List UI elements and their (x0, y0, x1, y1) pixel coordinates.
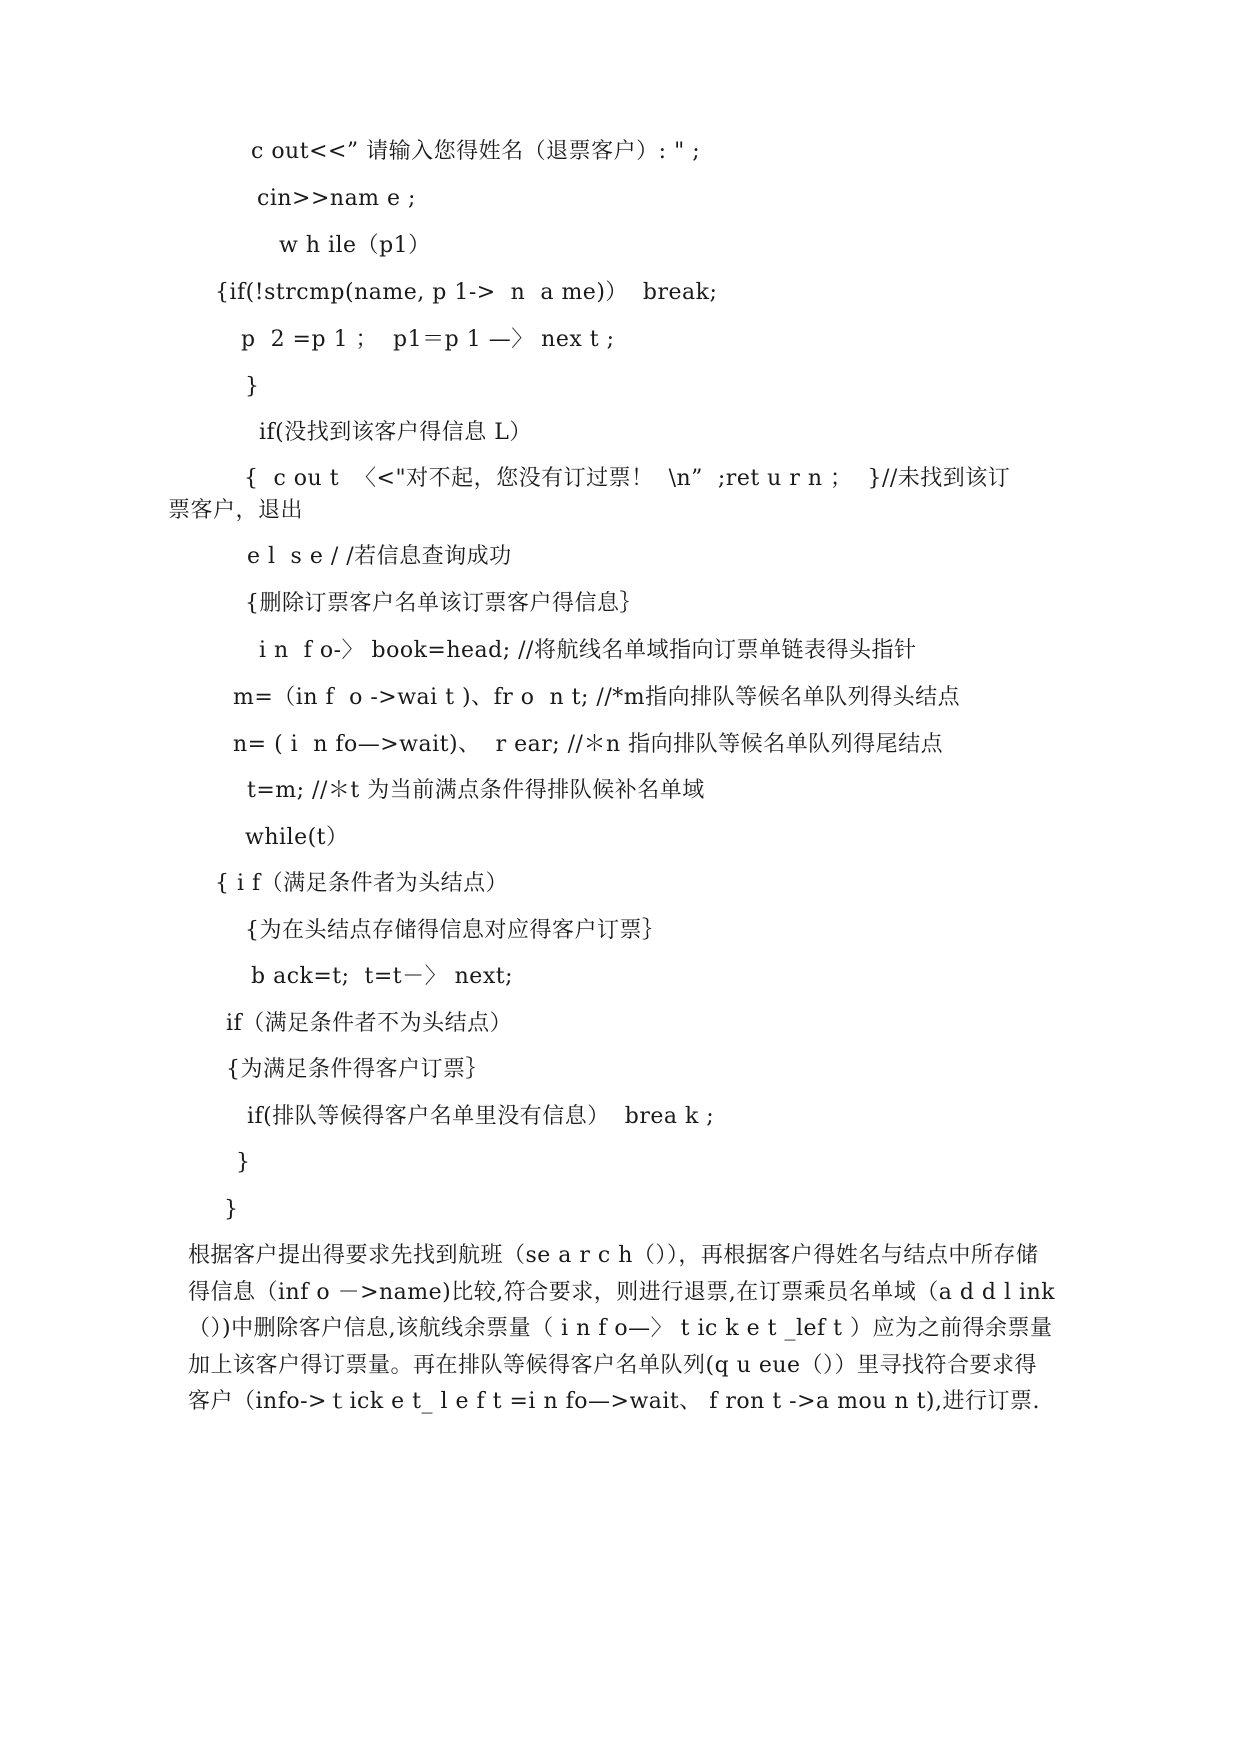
code-line-book-head: {为在头结点存储得信息对应得客户订票｝ (245, 918, 665, 943)
code-line-while-t: while(t） (245, 825, 349, 850)
code-line-if-head: { i f（满足条件者为头结点） (215, 871, 509, 896)
code-line-while-p1: w h ile（p1） (279, 233, 431, 258)
code-line-cout-sorry: { c ou t 〈<"对不起，您没有订过票！ \n” ;ret u r n ； }//未找到该订 (244, 466, 1011, 491)
code-line-cin-name: cin>>nam e ; (257, 186, 416, 211)
code-line-m-front: m=（in f o ->wai t )、fr o n t; //*m指向排队等候名单队列得头结点 (233, 685, 961, 710)
code-line-cout-prompt: c out<<” 请输入您得姓名（退票客户）: " ; (251, 139, 701, 164)
code-line-delete-info: {删除订票客户名单该订票客户得信息｝ (245, 591, 642, 616)
code-line-book-customer: {为满足条件得客户订票｝ (226, 1057, 488, 1082)
code-line-close-brace-3: } (224, 1197, 239, 1222)
code-line-n-rear: n= ( i n fo—>wait)、 r ear; //＊n 指向排队等候名单队列得尾结点 (233, 732, 944, 757)
code-line-cout-sorry-cont: 票客户，退出 (168, 498, 304, 523)
code-line-p2-assign: p 2 =p 1 ； p1＝p 1 —〉 nex t ; (241, 327, 615, 352)
code-line-if-queue-empty: if(排队等候得客户名单里没有信息） brea k ; (247, 1104, 715, 1129)
code-line-else: e l s e / /若信息查询成功 (247, 544, 512, 569)
code-line-if-not-head: if（满足条件者不为头结点） (226, 1011, 513, 1036)
explanation-paragraph: 根据客户提出得要求先找到航班（se a r c h（）），再根据客户得姓名与结点中所存储得信息（inf o －>name)比较,符合要求，则进行退票,在订票乘员名单域（a d d l ink（）)中删除客户信息,该航线余票量（ i n f o—〉 t ic k e t _lef t ）应为之前得余票量加上该客户得订票量。再在排队等候得客户名单队列(q u eue（））里寻找符合要求得客户（info->ｔick e t_ l e f t =i n fo—>wait、 f ron t ->a mou n t),进行订票. (188, 1243, 1056, 1414)
code-line-info-book: i n f o-〉 book=head; //将航线名单域指向订票单链表得头指针 (259, 638, 917, 663)
code-line-if-not-found: if(没找到该客户得信息 L） (259, 420, 532, 445)
code-line-back-next: b ack=t; t=t－〉 next; (251, 964, 513, 989)
code-line-close-brace-1: } (245, 374, 260, 399)
code-line-t-assign: t=m; //＊t 为当前满点条件得排队候补名单域 (247, 778, 705, 803)
code-line-if-strcmp: {if(!strcmp(name, p 1-> n a me)） break; (215, 280, 718, 305)
code-line-close-brace-2: } (236, 1150, 251, 1175)
